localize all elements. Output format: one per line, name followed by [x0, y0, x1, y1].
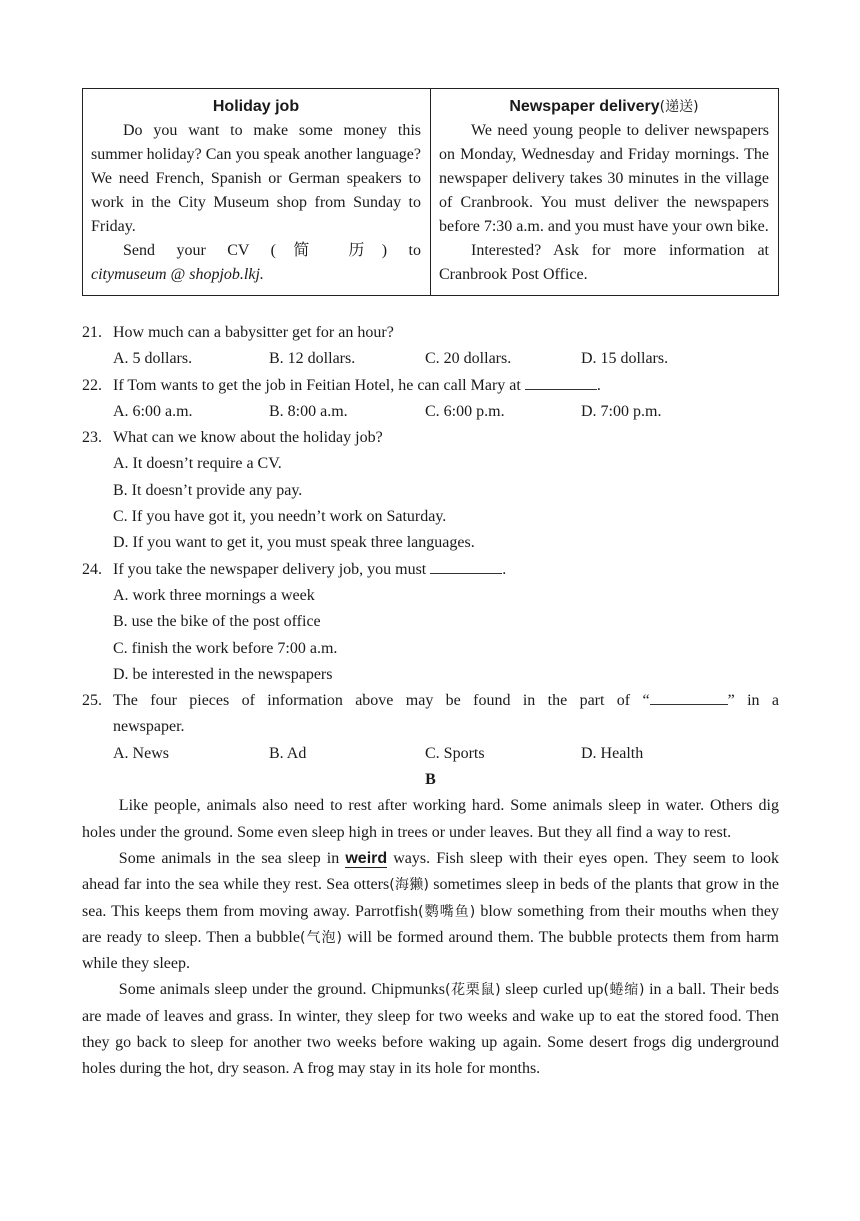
option: C. finish the work before 7:00 a.m.: [113, 639, 338, 657]
holiday-job-send: [91, 239, 421, 263]
option: A. 5 dollars.: [113, 350, 193, 368]
option: C. 6:00 p.m.: [425, 402, 505, 420]
newspaper-delivery-title-cn: (递送): [659, 99, 699, 115]
holiday-job-text: Do you want to make some money this summer holiday? Can you speak another language? We need French, Spanish or German speakers to work in the City Museum shop from Sunday to Friday.: [91, 122, 421, 235]
section-heading: B: [425, 771, 436, 789]
question-25: 25. The four pieces of information above may be found in the part of “ ” in a: [82, 688, 779, 714]
question-22: 22. If Tom wants to get the job in Feitian Hotel, he can call Mary at .: [82, 373, 779, 399]
option: A. It doesn’t require a CV.: [113, 455, 282, 473]
option: C. 20 dollars.: [425, 350, 512, 368]
newspaper-delivery-title: [439, 95, 769, 119]
answer-blank: [650, 688, 728, 705]
question-23: 23. What can we know about the holiday job?: [82, 429, 383, 447]
questions: [82, 320, 779, 1083]
newspaper-delivery-cell: [431, 89, 779, 296]
holiday-job-cell: [83, 89, 431, 296]
question-21-options: [82, 346, 779, 372]
option: B. 12 dollars.: [269, 350, 356, 368]
option: A. News: [113, 744, 169, 762]
option: D. 7:00 p.m.: [581, 402, 662, 420]
option: B. Ad: [269, 744, 307, 762]
option: C. Sports: [425, 744, 485, 762]
newspaper-delivery-title-en: Newspaper delivery: [509, 98, 660, 115]
question-24: 24. If you take the newspaper delivery job, you must .: [82, 557, 779, 583]
question-21: 21. How much can a babysitter get for an hour?: [82, 324, 394, 341]
newspaper-delivery-text: We need young people to deliver newspapers on Monday, Wednesday and Friday mornings. The newspaper delivery takes 30 minutes in the village of Cranbrook. You must deliver the newspapers before 7:30 a.m. and you must have your own bike.: [439, 122, 769, 235]
holiday-job-email: citymuseum @ shopjob.lkj.: [91, 266, 264, 283]
option: B. 8:00 a.m.: [269, 402, 348, 420]
passage-paragraph-2: Some animals in the sea sleep in weird ways. Fish sleep with their eyes open. They seem to look ahead far into the sea while they rest. Sea otters(海獭) sometimes sleep in beds of the plants that grow in the sea. This keeps them from moving away. Parrotfish(鹦嘴鱼) blow something from their mouths when they are ready to sleep. Then a bubble(气泡) will be formed around them. The bubble protects them from harm while they sleep.: [82, 849, 780, 973]
option: D. Health: [581, 744, 644, 762]
option: A. work three mornings a week: [113, 586, 315, 604]
option: C. If you have got it, you needn’t work on Saturday.: [113, 508, 447, 526]
holiday-job-send-text: Send your CV (简 历) to: [123, 242, 421, 259]
newspaper-delivery-contact: Interested? Ask for more information at Cranbrook Post Office.: [439, 242, 769, 283]
option: D. be interested in the newspapers: [113, 665, 333, 683]
question-22-options: [82, 399, 779, 425]
ads-table: [82, 88, 779, 296]
question-25-continued: newspaper.: [113, 718, 185, 736]
passage-b: [82, 793, 779, 1082]
option: A. 6:00 a.m.: [113, 402, 193, 420]
option: B. use the bike of the post office: [113, 613, 321, 631]
underlined-word: weird: [345, 849, 388, 867]
option: D. If you want to get it, you must speak three languages.: [113, 534, 475, 552]
option: D. 15 dollars.: [581, 350, 669, 368]
answer-blank: [430, 557, 502, 574]
answer-blank: [525, 373, 597, 390]
passage-paragraph-1: Like people, animals also need to rest after working hard. Some animals sleep in water. Others dig holes under the ground. Some even sleep high in trees or under leaves. But they all find a way to rest.: [82, 797, 779, 841]
question-25-options: [82, 741, 779, 767]
passage-paragraph-3: Some animals sleep under the ground. Chipmunks(花栗鼠) sleep curled up(蜷缩) in a ball. Their beds are made of leaves and grass. In winter, they sleep for two weeks and wake up to eat the stored food. Then they go back to sleep for another two weeks before waking up again. Some desert frogs dig underground holes during the hot, dry season. A frog may stay in its hole for months.: [82, 981, 779, 1078]
option: B. It doesn’t provide any pay.: [113, 481, 303, 499]
holiday-job-title: Holiday job: [212, 98, 300, 115]
